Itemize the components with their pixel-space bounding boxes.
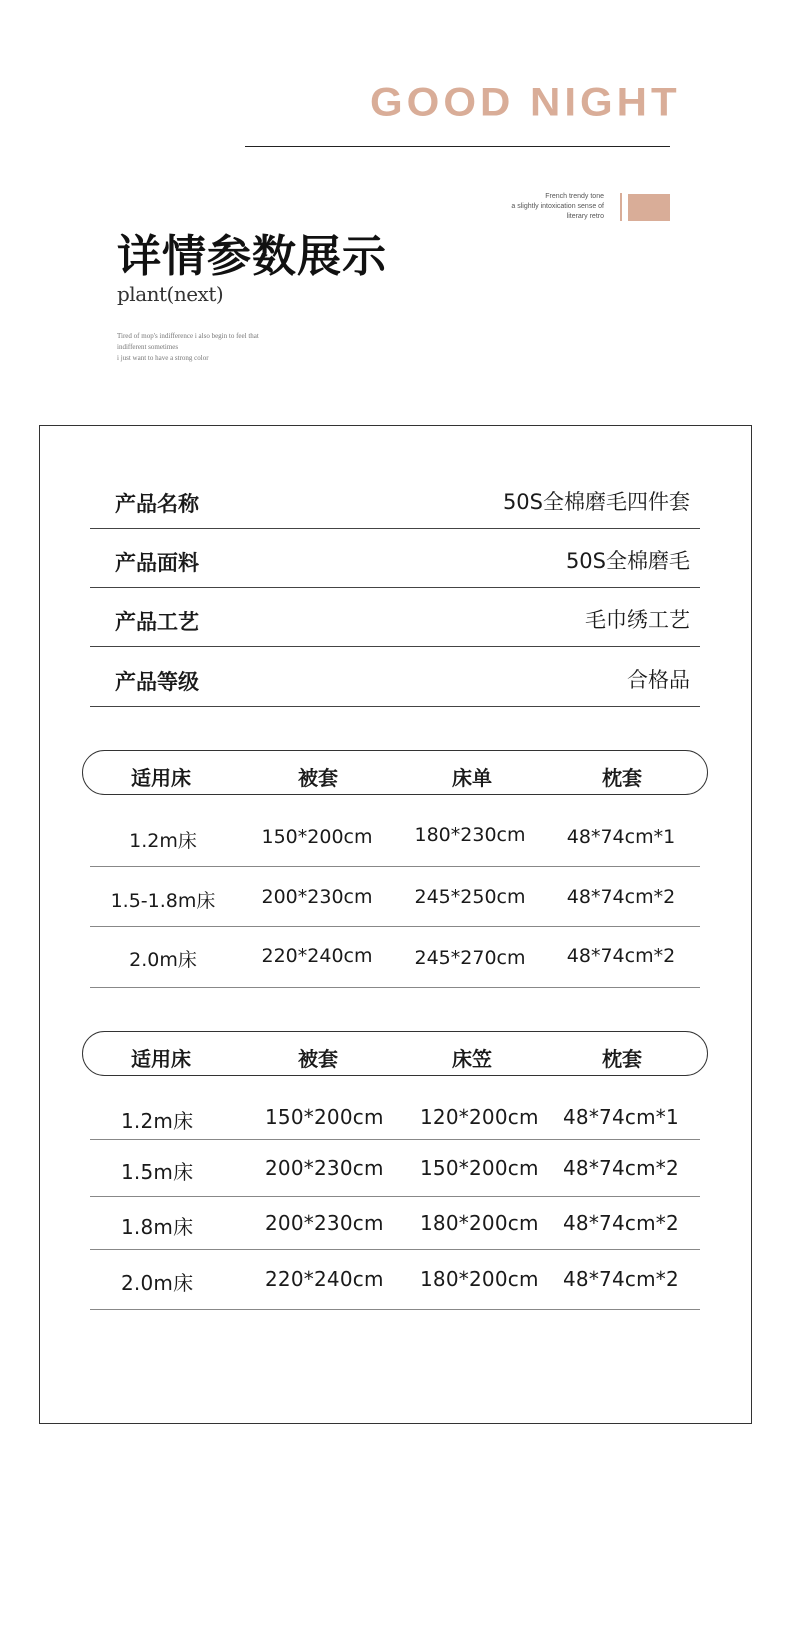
accent-block bbox=[628, 194, 670, 221]
tagline bbox=[384, 192, 604, 222]
page-title: 详情参数展示 bbox=[117, 231, 387, 282]
table-cell: 220*240cm bbox=[265, 1267, 384, 1291]
table-cell: 245*250cm bbox=[414, 886, 526, 908]
header-pillowcase: 枕套 bbox=[602, 1047, 642, 1071]
param-row bbox=[90, 470, 700, 529]
param-value: 合格品 bbox=[627, 668, 690, 692]
header-duvet: 被套 bbox=[298, 766, 338, 790]
table-cell: 48*74cm*2 bbox=[566, 945, 676, 967]
header-rule bbox=[245, 146, 670, 147]
param-row bbox=[90, 588, 700, 647]
table-cell: 120*200cm bbox=[420, 1105, 539, 1129]
header-sheet: 床单 bbox=[452, 766, 492, 790]
table-row bbox=[90, 927, 700, 988]
table-row bbox=[90, 806, 700, 867]
header-duvet: 被套 bbox=[298, 1047, 338, 1071]
param-label: 产品工艺 bbox=[115, 610, 199, 634]
table-cell: 220*240cm bbox=[261, 945, 373, 967]
table-cell: 48*74cm*2 bbox=[563, 1211, 679, 1235]
table-cell: 150*200cm bbox=[265, 1105, 384, 1129]
param-label: 产品等级 bbox=[115, 670, 199, 694]
headline: GOOD NIGHT bbox=[370, 79, 681, 124]
param-value: 50S全棉磨毛 bbox=[565, 549, 690, 573]
param-row bbox=[90, 648, 700, 707]
table-cell: 180*200cm bbox=[420, 1267, 539, 1291]
brand-logo-text: plant(next) bbox=[117, 282, 224, 306]
header-fitted-sheet: 床笠 bbox=[452, 1047, 492, 1071]
note-line: indifferent sometimes bbox=[117, 343, 179, 351]
table-row bbox=[90, 1197, 700, 1250]
table-cell: 1.5m床 bbox=[121, 1160, 194, 1184]
accent-line bbox=[620, 193, 622, 221]
table-cell: 48*74cm*2 bbox=[566, 886, 676, 908]
table-cell: 245*270cm bbox=[414, 947, 526, 969]
table1-header bbox=[82, 750, 708, 795]
table-cell: 200*230cm bbox=[265, 1156, 384, 1180]
note-line: i just want to have a strong color bbox=[117, 354, 209, 362]
header-pillowcase: 枕套 bbox=[602, 766, 642, 790]
table-cell: 150*200cm bbox=[420, 1156, 539, 1180]
param-value: 50S全棉磨毛四件套 bbox=[502, 490, 690, 514]
table-cell: 200*230cm bbox=[265, 1211, 384, 1235]
table-cell: 180*200cm bbox=[420, 1211, 539, 1235]
table-cell: 180*230cm bbox=[414, 824, 526, 846]
table-cell: 200*230cm bbox=[261, 886, 373, 908]
table-cell: 1.2m床 bbox=[121, 1109, 194, 1133]
header-bed: 适用床 bbox=[131, 1047, 191, 1071]
param-value: 毛巾绣工艺 bbox=[585, 608, 690, 632]
param-label: 产品名称 bbox=[115, 492, 199, 516]
tagline-line: a slightly intoxication sense of bbox=[511, 203, 604, 210]
table-row bbox=[90, 1095, 700, 1140]
table-cell: 48*74cm*2 bbox=[563, 1156, 679, 1180]
param-label: 产品面料 bbox=[115, 551, 199, 575]
tagline-line: literary retro bbox=[566, 213, 604, 220]
table-cell: 150*200cm bbox=[261, 826, 373, 848]
table-cell: 1.8m床 bbox=[121, 1215, 194, 1239]
table-cell: 2.0m床 bbox=[121, 1271, 194, 1295]
table-row bbox=[90, 1140, 700, 1197]
small-note bbox=[117, 331, 259, 364]
table-row bbox=[90, 867, 700, 927]
table-cell: 1.5-1.8m床 bbox=[110, 890, 216, 912]
table2-header bbox=[82, 1031, 708, 1076]
table-row bbox=[90, 1250, 700, 1310]
header-bed: 适用床 bbox=[131, 766, 191, 790]
note-line: Tired of mop's indifference i also begin to feel that bbox=[117, 332, 259, 340]
table-cell: 48*74cm*1 bbox=[563, 1105, 679, 1129]
tagline-line: French trendy tone bbox=[545, 193, 604, 200]
table-cell: 48*74cm*1 bbox=[566, 826, 676, 848]
table-cell: 1.2m床 bbox=[129, 830, 197, 852]
param-row bbox=[90, 529, 700, 588]
table-cell: 48*74cm*2 bbox=[563, 1267, 679, 1291]
table-cell: 2.0m床 bbox=[129, 949, 197, 971]
